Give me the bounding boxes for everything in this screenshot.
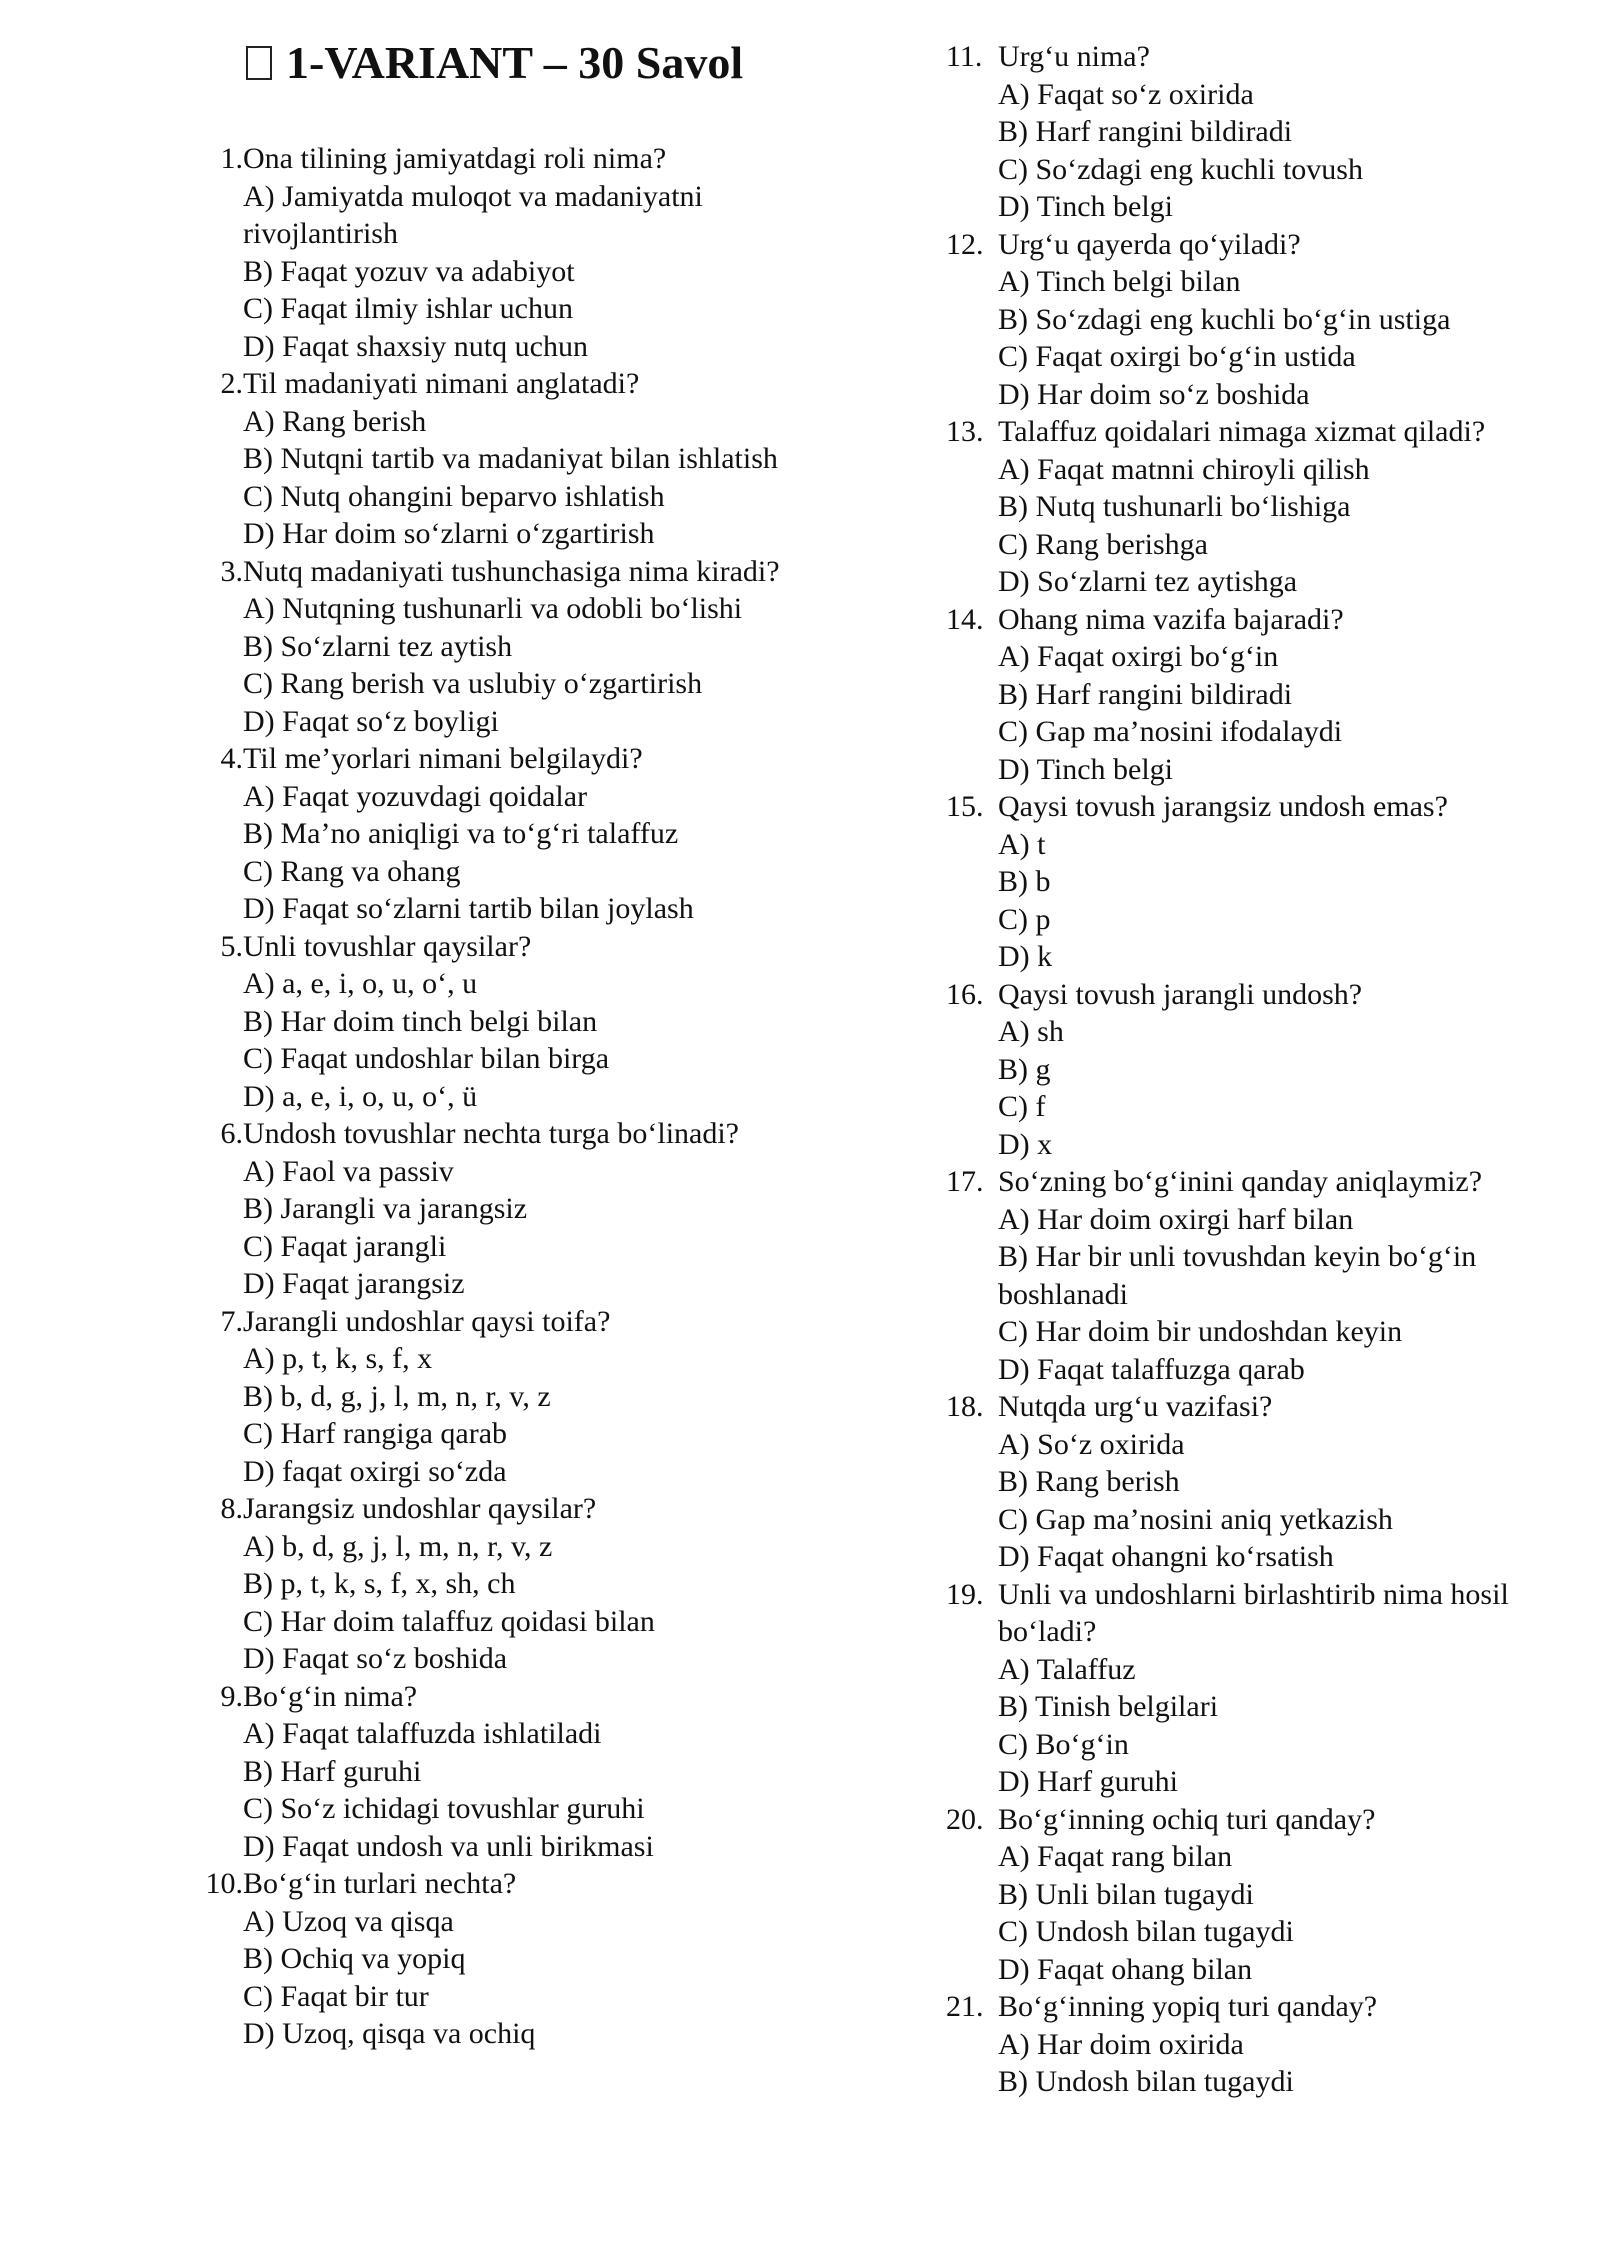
question-text: Til madaniyati nimani anglatadi? — [243, 367, 640, 400]
answer-options — [194, 178, 834, 366]
answer-options — [194, 1153, 834, 1303]
answer-option: C) Faqat bir tur — [243, 1979, 429, 2013]
question-text: Jarangsiz undoshlar qaysilar? — [243, 1492, 597, 1525]
question-row — [946, 601, 1566, 639]
question-item — [946, 1988, 1566, 2101]
question-text: Ona tilining jamiyatdagi roli nima? — [243, 142, 667, 175]
question-row — [194, 1115, 834, 1153]
answer-option: A) Tinch belgi bilan — [998, 265, 1241, 298]
answer-option: A) Faol va passiv — [243, 1154, 454, 1188]
answer-option: C) Undosh bilan tugaydi — [998, 1915, 1294, 1948]
answer-option: B) Tinish belgilari — [998, 1690, 1219, 1723]
answer-option: B) Rang berish — [998, 1465, 1180, 1498]
question-item — [194, 928, 834, 1116]
answer-option: A) Har doim oxirida — [998, 2027, 1244, 2061]
answer-option: C) Rang berishga — [998, 527, 1208, 561]
right-question-column — [946, 38, 1566, 2101]
answer-option: D) Faqat ohang bilan — [998, 1952, 1253, 1986]
answer-options — [946, 1426, 1566, 1576]
answer-option: A) Rang berish — [243, 404, 427, 438]
question-row — [946, 1988, 1566, 2026]
question-row — [194, 928, 834, 966]
question-row — [194, 365, 834, 403]
question-row — [946, 1576, 1566, 1651]
answer-option: B) Unli bilan tugaydi — [998, 1877, 1254, 1911]
question-row — [946, 1388, 1566, 1426]
question-row — [194, 1303, 834, 1341]
question-item — [194, 365, 834, 553]
question-row — [946, 38, 1566, 76]
question-number: 3. — [220, 554, 243, 588]
answer-option: D) Uzoq, qisqa va ochiq — [243, 2017, 536, 2050]
question-item — [194, 553, 834, 741]
answer-option: D) Faqat talaffuzga qarab — [998, 1352, 1305, 1386]
question-row — [946, 413, 1566, 451]
answer-option: A) b, d, g, j, l, m, n, r, v, z — [243, 1529, 553, 1563]
answer-option: D) faqat oxirgi so‘zda — [243, 1454, 507, 1488]
answer-option: A) So‘z oxirida — [998, 1427, 1185, 1461]
question-item — [194, 140, 834, 365]
answer-option: C) Faqat jarangli — [243, 1229, 447, 1263]
answer-option: B) Harf guruhi — [243, 1754, 422, 1788]
question-number: 5. — [220, 929, 243, 963]
question-text: Unli tovushlar qaysilar? — [243, 929, 532, 963]
answer-option: B) Faqat yozuv va adabiyot — [243, 254, 575, 288]
question-item — [946, 1576, 1566, 1801]
left-question-column — [194, 140, 834, 2053]
question-row — [194, 140, 834, 178]
answer-option: D) Faqat undosh va unli birikmasi — [243, 1829, 654, 1863]
question-item — [946, 788, 1566, 976]
question-number: 13. — [946, 415, 984, 448]
question-number: 15. — [946, 790, 984, 823]
question-number: 8. — [220, 1492, 243, 1525]
question-row — [946, 226, 1566, 264]
question-row — [194, 1490, 834, 1528]
answer-option: C) Gap ma’nosini ifodalaydi — [998, 715, 1343, 748]
answer-option: D) Faqat shaxsiy nutq uchun — [243, 329, 588, 363]
question-item — [194, 1865, 834, 2053]
answer-option: B) Jarangli va jarangsiz — [243, 1192, 528, 1225]
question-number: 20. — [946, 1802, 984, 1836]
question-row — [946, 788, 1566, 826]
answer-options — [946, 1013, 1566, 1163]
answer-options — [946, 1838, 1566, 1988]
question-text: Jarangli undoshlar qaysi toifa? — [243, 1304, 611, 1338]
question-text: Nutqda urg‘u vazifasi? — [998, 1390, 1273, 1423]
answer-option: D) So‘zlarni tez aytishga — [998, 565, 1298, 598]
missing-glyph-icon — [246, 46, 272, 80]
answer-option: B) Harf rangini bildiradi — [998, 677, 1293, 711]
answer-option: C) Faqat oxirgi bo‘g‘in ustida — [998, 340, 1356, 373]
question-row — [946, 1163, 1566, 1201]
answer-option: D) x — [998, 1127, 1053, 1161]
question-text: Bo‘g‘inning yopiq turi qanday? — [998, 1990, 1378, 2023]
answer-options — [946, 826, 1566, 976]
answer-options — [946, 638, 1566, 788]
question-number: 1. — [220, 142, 243, 175]
answer-options — [194, 1528, 834, 1678]
question-text: Urg‘u nima? — [998, 40, 1150, 73]
question-row — [946, 1801, 1566, 1839]
answer-option: B) Harf rangini bildiradi — [998, 115, 1293, 148]
answer-option: B) Undosh bilan tugaydi — [998, 2065, 1294, 2098]
answer-option: D) Faqat jarangsiz — [243, 1267, 465, 1300]
question-number: 19. — [946, 1577, 984, 1611]
question-text: So‘zning bo‘g‘inini qanday aniqlaymiz? — [998, 1165, 1483, 1198]
question-item — [946, 976, 1566, 1164]
answer-option: A) Uzoq va qisqa — [243, 1904, 454, 1938]
question-text: Undosh tovushlar nechta turga bo‘linadi? — [243, 1117, 739, 1150]
answer-option: A) Jamiyatda muloqot va madaniyatni rivojlantirish — [243, 179, 703, 250]
answer-option: D) Faqat so‘z boyligi — [243, 704, 499, 738]
answer-options — [194, 403, 834, 553]
answer-options — [946, 1651, 1566, 1801]
answer-option: B) p, t, k, s, f, x, sh, ch — [243, 1567, 516, 1600]
answer-options — [946, 451, 1566, 601]
answer-option: B) Har bir unli tovushdan keyin bo‘g‘in boshlanadi — [998, 1240, 1477, 1311]
answer-option: B) Nutq tushunarli bo‘lishiga — [998, 490, 1351, 523]
question-item — [194, 1678, 834, 1866]
answer-options — [946, 1201, 1566, 1389]
question-number: 2. — [220, 367, 243, 400]
answer-option: A) Nutqning tushunarli va odobli bo‘lishi — [243, 592, 743, 625]
question-item — [946, 226, 1566, 414]
answer-option: A) Faqat talaffuzda ishlatiladi — [243, 1717, 602, 1750]
question-item — [946, 601, 1566, 789]
answer-option: B) Nutqni tartib va madaniyat bilan ishlatish — [243, 442, 778, 475]
question-text: Talaffuz qoidalari nimaga xizmat qiladi? — [998, 415, 1486, 448]
question-item — [194, 1115, 834, 1303]
question-row — [194, 740, 834, 778]
answer-option: A) Har doim oxirgi harf bilan — [998, 1202, 1354, 1236]
answer-option: C) So‘z ichidagi tovushlar guruhi — [243, 1792, 645, 1825]
question-text: Bo‘g‘in turlari nechta? — [243, 1867, 517, 1900]
answer-option: D) Har doim so‘z boshida — [998, 377, 1310, 411]
answer-options — [194, 778, 834, 928]
question-text: Unli va undoshlarni birlashtirib nima hosil bo‘ladi? — [998, 1577, 1509, 1648]
answer-option: D) Harf guruhi — [998, 1765, 1178, 1798]
answer-option: A) Faqat matnni chiroyli qilish — [998, 452, 1370, 486]
question-item — [946, 413, 1566, 601]
question-text: Nutq madaniyati tushunchasiga nima kiradi? — [243, 554, 780, 588]
answer-option: C) So‘zdagi eng kuchli tovush — [998, 152, 1363, 186]
question-number: 18. — [946, 1390, 984, 1423]
question-text: Bo‘g‘in nima? — [243, 1679, 418, 1713]
question-number: 12. — [946, 227, 984, 261]
answer-option: A) t — [998, 827, 1046, 861]
answer-option: D) Faqat so‘zlarni tartib bilan joylash — [243, 892, 694, 925]
answer-option: A) Talaffuz — [998, 1652, 1136, 1686]
answer-options — [946, 263, 1566, 413]
answer-option: B) So‘zdagi eng kuchli bo‘g‘in ustiga — [998, 302, 1451, 336]
answer-option: C) Bo‘g‘in — [998, 1727, 1129, 1761]
question-item — [194, 1490, 834, 1678]
answer-option: D) Tinch belgi — [998, 752, 1174, 786]
answer-option: A) sh — [998, 1015, 1064, 1048]
question-number: 6. — [220, 1117, 243, 1150]
answer-option: B) b — [998, 865, 1051, 898]
answer-option: C) Har doim bir undoshdan keyin — [998, 1315, 1403, 1348]
question-number: 11. — [946, 40, 983, 73]
answer-option: C) Nutq ohangini beparvo ishlatish — [243, 479, 665, 513]
answer-option: C) Faqat ilmiy ishlar uchun — [243, 292, 573, 325]
answer-option: A) Faqat yozuvdagi qoidalar — [243, 779, 588, 813]
answer-options — [194, 590, 834, 740]
question-item — [946, 38, 1566, 226]
answer-options — [194, 1715, 834, 1865]
answer-option: C) Harf rangiga qarab — [243, 1417, 508, 1450]
question-number: 21. — [946, 1990, 984, 2023]
answer-option: D) Har doim so‘zlarni o‘zgartirish — [243, 517, 655, 550]
question-text: Ohang nima vazifa bajaradi? — [998, 602, 1344, 636]
answer-option: A) Faqat oxirgi bo‘g‘in — [998, 640, 1279, 673]
answer-option: C) f — [998, 1090, 1046, 1123]
answer-option: B) g — [998, 1052, 1051, 1086]
answer-option: D) a, e, i, o, u, o‘, ü — [243, 1079, 478, 1113]
question-row — [194, 1865, 834, 1903]
answer-option: B) Ochiq va yopiq — [243, 1942, 466, 1975]
question-text: Qaysi tovush jarangli undosh? — [998, 977, 1363, 1011]
answer-option: B) Har doim tinch belgi bilan — [243, 1004, 598, 1038]
page-title — [246, 38, 743, 89]
answer-option: C) Faqat undoshlar bilan birga — [243, 1042, 610, 1075]
answer-option: B) Ma’no aniqligi va to‘g‘ri talaffuz — [243, 817, 679, 850]
page-title-text: 1-VARIANT – 30 Savol — [286, 37, 744, 88]
question-item — [946, 1801, 1566, 1989]
question-number: 10. — [205, 1867, 243, 1900]
answer-options — [194, 1903, 834, 2053]
answer-option: C) p — [998, 902, 1051, 936]
answer-option: A) p, t, k, s, f, x — [243, 1342, 433, 1375]
question-number: 9. — [220, 1679, 243, 1713]
question-text: Til me’yorlari nimani belgilaydi? — [243, 742, 643, 775]
question-item — [194, 1303, 834, 1491]
answer-options — [194, 1340, 834, 1490]
answer-option: B) b, d, g, j, l, m, n, r, v, z — [243, 1379, 551, 1413]
question-text: Qaysi tovush jarangsiz undosh emas? — [998, 790, 1448, 823]
answer-option: A) Faqat rang bilan — [998, 1840, 1233, 1873]
answer-option: A) Faqat so‘z oxirida — [998, 77, 1254, 111]
answer-option: C) Har doim talaffuz qoidasi bilan — [243, 1604, 655, 1638]
answer-option: D) Faqat ohangni ko‘rsatish — [998, 1540, 1334, 1573]
question-item — [946, 1388, 1566, 1576]
question-row — [194, 1678, 834, 1716]
answer-options — [194, 965, 834, 1115]
question-number: 7. — [220, 1304, 243, 1338]
answer-option: C) Rang berish va uslubiy o‘zgartirish — [243, 667, 703, 700]
question-number: 17. — [946, 1165, 984, 1198]
answer-option: C) Gap ma’nosini aniq yetkazish — [998, 1502, 1393, 1536]
question-text: Bo‘g‘inning ochiq turi qanday? — [998, 1802, 1376, 1836]
answer-option: D) Faqat so‘z boshida — [243, 1642, 508, 1675]
question-text: Urg‘u qayerda qo‘yiladi? — [998, 227, 1301, 261]
question-number: 16. — [946, 977, 984, 1011]
answer-option: B) So‘zlarni tez aytish — [243, 629, 513, 663]
answer-options — [946, 2026, 1566, 2101]
answer-option: D) k — [998, 940, 1053, 973]
question-number: 4. — [220, 742, 243, 775]
answer-options — [946, 76, 1566, 226]
question-row — [194, 553, 834, 591]
question-row — [946, 976, 1566, 1014]
answer-option: C) Rang va ohang — [243, 854, 461, 888]
answer-option: D) Tinch belgi — [998, 190, 1174, 223]
question-item — [194, 740, 834, 928]
question-item — [946, 1163, 1566, 1388]
answer-option: A) a, e, i, o, u, o‘, u — [243, 967, 478, 1000]
question-number: 14. — [946, 602, 984, 636]
